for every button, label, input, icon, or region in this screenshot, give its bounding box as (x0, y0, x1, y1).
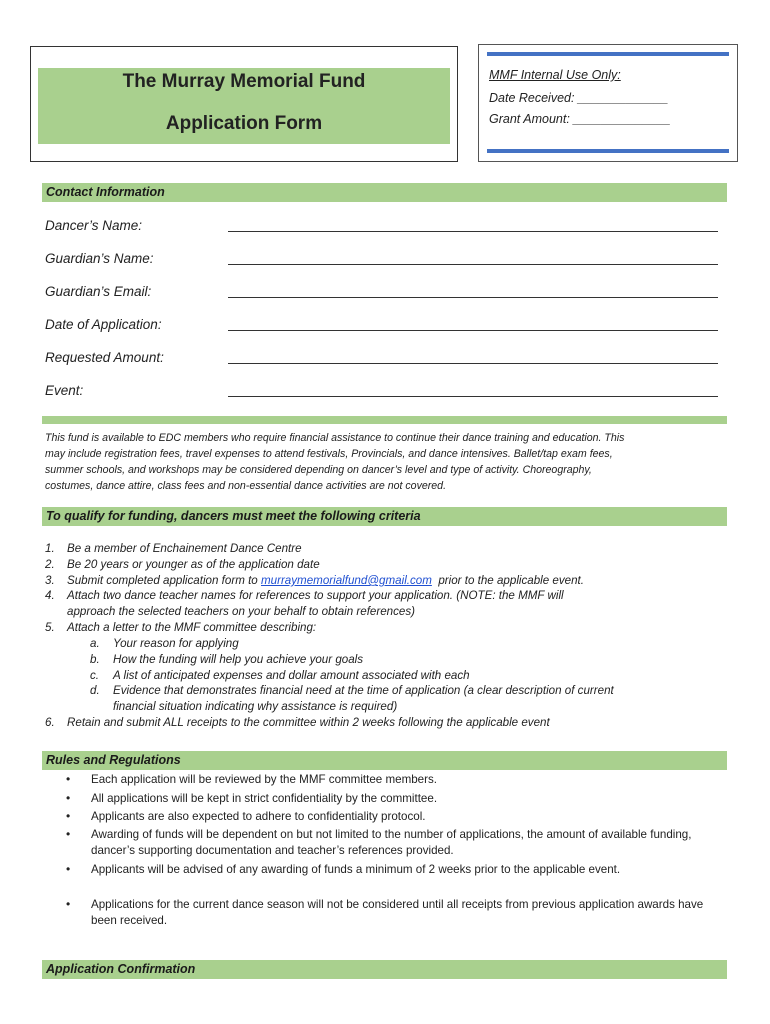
application-date-field[interactable] (228, 330, 718, 331)
date-received-field[interactable]: Date Received: _____________ (489, 91, 669, 105)
guardian-name-field[interactable] (228, 264, 718, 265)
paragraph-line: This fund is available to EDC members who require financial assistance to continue their dance training and education. This (45, 432, 625, 444)
application-date-label: Date of Application: (45, 317, 162, 332)
section-divider (42, 416, 727, 424)
criteria-text: How the funding will help you achieve your goals (113, 653, 364, 666)
internal-heading: MMF Internal Use Only: (489, 68, 621, 82)
rules-section-header (42, 751, 727, 770)
criteria-text: Retain and submit ALL receipts to the committee within 2 weeks following the applicable event (67, 716, 550, 729)
requested-amount-field[interactable] (228, 363, 718, 364)
internal-bottom-rule (487, 149, 729, 153)
criteria-text: Attach two dance teacher names for references to support your application. (NOTE: the MMF will (67, 589, 564, 602)
bullet-icon: • (66, 809, 71, 823)
rule-item: Applications for the current dance season will not be considered until all receipts from previous application awards have been received. (91, 898, 704, 927)
email-link[interactable]: murraymemorialfund@gmail.com (260, 574, 432, 587)
list-number: 1. (45, 542, 55, 555)
form-title: The Murray Memorial Fund (122, 71, 366, 92)
criteria-text: approach the selected teachers on your behalf to obtain references) (67, 605, 416, 618)
guardian-email-field[interactable] (228, 297, 718, 298)
requested-amount-label: Requested Amount: (45, 350, 164, 365)
guardian-name-label: Guardian’s Name: (45, 251, 154, 266)
list-number: 6. (45, 716, 55, 729)
internal-use-box (478, 44, 738, 162)
bullet-icon: • (66, 897, 71, 911)
rule-item: Awarding of funds will be dependent on but not limited to the number of applications, the amount of available funding, dancer’s supporting documentation and teacher’s references provided. (91, 828, 692, 857)
event-label: Event: (45, 383, 84, 398)
bullet-icon: • (66, 791, 71, 805)
criteria-text (67, 574, 584, 587)
criteria-text: Attach a letter to the MMF committee describing: (67, 621, 317, 634)
rule-item: Applicants are also expected to adhere to confidentiality protocol. (91, 810, 426, 823)
eligibility-paragraph (45, 430, 725, 494)
criteria-text: A list of anticipated expenses and dollar amount associated with each (113, 669, 470, 682)
criteria-text-post: prior to the applicable event. (431, 574, 584, 587)
paragraph-line: summer schools, and workshops may be considered depending on dancer’s level and type of activity. Choreography, (45, 464, 592, 476)
dancer-name-label: Dancer’s Name: (45, 218, 143, 233)
dancer-name-field[interactable] (228, 231, 718, 232)
bullet-icon: • (66, 772, 71, 786)
list-number: 4. (45, 589, 55, 602)
list-number: 2. (45, 558, 55, 571)
grant-amount-field[interactable]: Grant Amount: ______________ (489, 112, 671, 126)
list-letter: b. (90, 653, 100, 666)
bullet-icon: • (66, 862, 71, 876)
list-number: 5. (45, 621, 55, 634)
contact-section-header (42, 183, 727, 202)
criteria-text: Be a member of Enchainement Dance Centre (67, 542, 302, 555)
criteria-section-header (42, 507, 727, 526)
confirmation-section-header (42, 960, 727, 979)
rule-item: Each application will be reviewed by the MMF committee members. (91, 773, 438, 786)
title-banner (38, 68, 450, 144)
list-number: 3. (45, 574, 55, 587)
list-letter: d. (90, 684, 100, 697)
bullet-icon: • (66, 827, 71, 841)
criteria-text: Your reason for applying (113, 637, 239, 650)
paragraph-line: may include registration fees, travel expenses to attend festivals, Provincials, and dance intensives. Ballet/tap exam fees, (45, 448, 613, 460)
internal-top-rule (487, 52, 729, 56)
form-subtitle: Application Form (165, 113, 323, 134)
confirmation-heading: Application Confirmation (46, 962, 196, 976)
criteria-text: Evidence that demonstrates financial need at the time of application (a clear description of current (113, 684, 614, 697)
guardian-email-label: Guardian’s Email: (45, 284, 152, 299)
list-letter: a. (90, 637, 100, 650)
event-field[interactable] (228, 396, 718, 397)
list-letter: c. (90, 669, 100, 682)
criteria-text: financial situation indicating why assistance is required) (113, 700, 398, 713)
criteria-heading: To qualify for funding, dancers must meet the following criteria (46, 509, 421, 523)
rule-item: All applications will be kept in strict confidentiality by the committee. (91, 792, 438, 805)
criteria-text: Be 20 years or younger as of the application date (67, 558, 320, 571)
rule-item: Applicants will be advised of any awarding of funds a minimum of 2 weeks prior to the applicable event. (91, 863, 621, 876)
criteria-text-pre: Submit completed application form to (67, 574, 261, 587)
paragraph-line: costumes, dance attire, class fees and non-essential dance activities are not covered. (45, 480, 447, 492)
contact-heading: Contact Information (46, 185, 165, 199)
rules-heading: Rules and Regulations (46, 753, 181, 767)
